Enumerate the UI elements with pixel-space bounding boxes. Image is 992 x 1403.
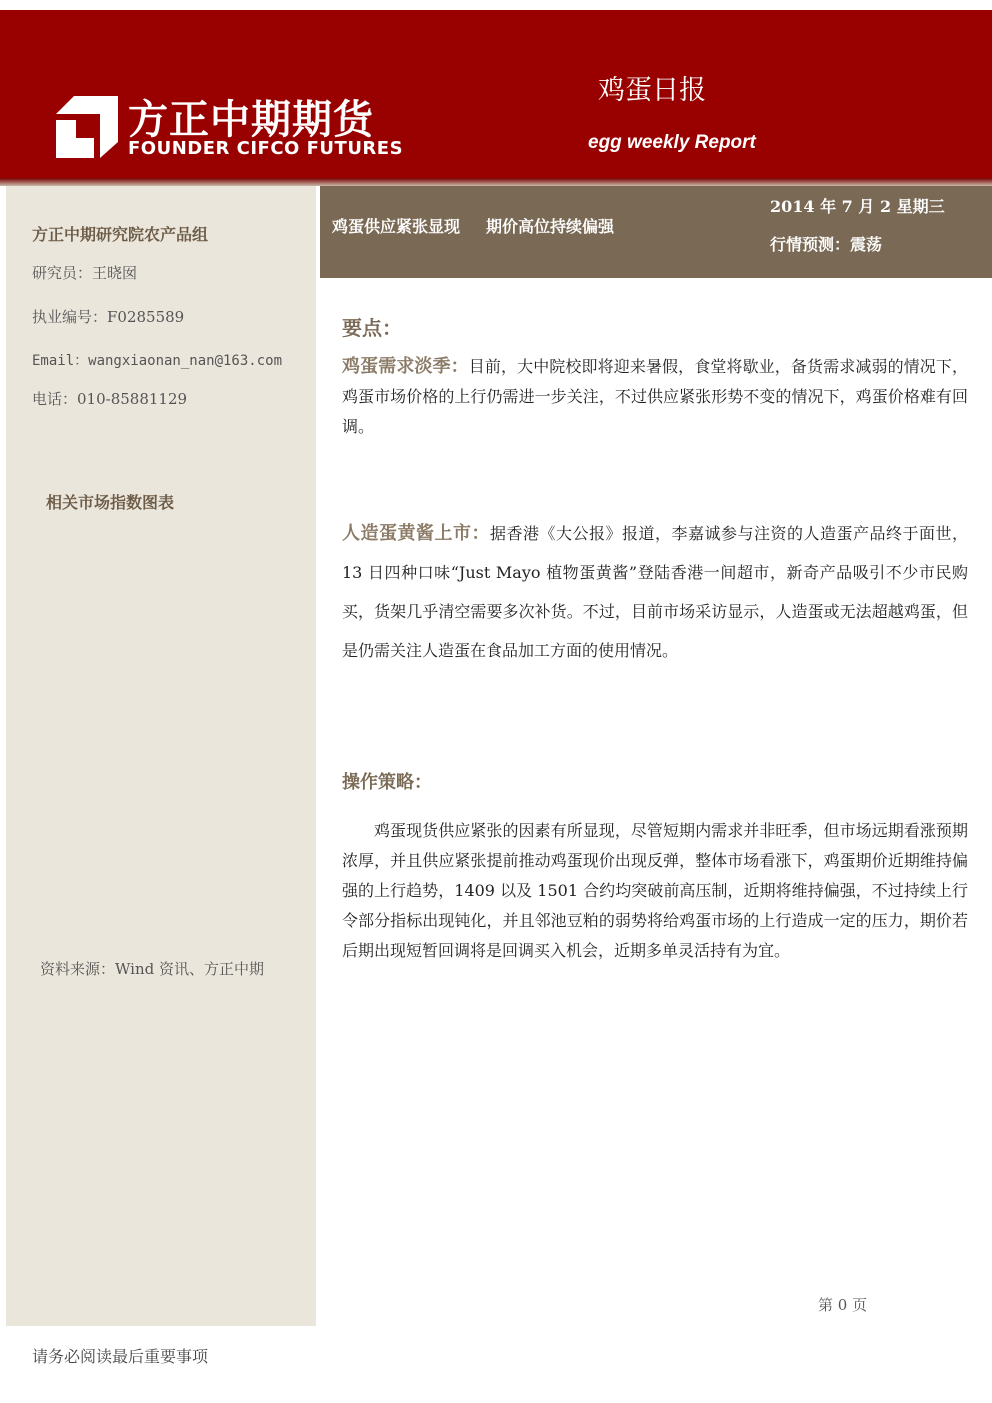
report-title: 鸡蛋日报: [598, 75, 706, 106]
sidebar-researcher: 研究员：王晓囡: [32, 264, 138, 282]
headline-banner: [320, 186, 992, 278]
key-point-mayo-lead: 人造蛋黄酱上市：: [342, 523, 490, 544]
report-date: 2014 年 7 月 2 星期三: [770, 197, 945, 216]
sidebar-phone: 电话：010-85881129: [32, 390, 188, 408]
sidebar-license: 执业编号：F0285589: [32, 308, 185, 326]
strategy-title: 操作策略：: [342, 772, 432, 793]
report-subtitle: egg weekly Report: [588, 132, 756, 153]
sidebar: [6, 186, 316, 1326]
sidebar-email: Email：wangxiaonan_nan@163.com: [32, 353, 283, 369]
founder-logo-icon: [56, 96, 118, 158]
key-point-demand-text: 目前，大中院校即将迎来暑假，食堂将歇业，备货需求减弱的情况下，鸡蛋市场价格的上行仍需进一步关注，不过供应紧张形势不变的情况下，鸡蛋价格难有回调。: [342, 357, 968, 436]
disclaimer-note: 请务必阅读最后重要事项: [32, 1347, 209, 1366]
company-logo-cn: 方正中期期货: [128, 97, 374, 143]
banner-headline: [332, 214, 614, 237]
header-divider: [0, 178, 992, 186]
sidebar-related-charts: 相关市场指数图表: [46, 493, 175, 512]
sidebar-org: 方正中期研究院农产品组: [32, 225, 209, 244]
market-forecast: 行情预测：震荡: [770, 235, 883, 254]
report-header: [0, 10, 992, 178]
page-number: 第 0 页: [818, 1296, 868, 1314]
key-point-demand-lead: 鸡蛋需求淡季：: [342, 356, 469, 377]
key-point-mayo-text: 据香港《大公报》报道，李嘉诚参与注资的人造蛋产品终于面世，13 日四种口味“Just Mayo 植物蛋黄酱”登陆香港一间超市，新奇产品吸引不少市民购买，货架几乎清空需要多次补货。不过，目前市场采访显示，人造蛋或无法超越鸡蛋，但是仍需关注人造蛋在食品加工方面的使用情况。: [342, 524, 968, 660]
key-point-demand: [342, 352, 968, 442]
company-logo-en: FOUNDER CIFCO FUTURES: [128, 138, 404, 159]
key-point-mayo: [342, 514, 968, 670]
strategy-text: 鸡蛋现货供应紧张的因素有所显现，尽管短期内需求并非旺季，但市场远期看涨预期浓厚，并且供应紧张提前推动鸡蛋现价出现反弹，整体市场看涨下，鸡蛋期价近期维持偏强的上行趋势，1409 以及 1501 合约均突破前高压制，近期将维持偏强，不过持续上行令部分指标出现钝化，并且邻池豆粕的弱势将给鸡蛋市场的上行造成一定的压力，期价若后期出现短暂回调将是回调买入机会，近期多单灵活持有为宜。: [342, 821, 968, 960]
banner-headline-1: 鸡蛋供应紧张显现: [332, 217, 461, 236]
banner-headline-2: 期价高位持续偏强: [486, 217, 615, 236]
key-points-title: 要点：: [342, 316, 402, 340]
sidebar-source: 资料来源：Wind 资讯、方正中期: [40, 960, 264, 978]
